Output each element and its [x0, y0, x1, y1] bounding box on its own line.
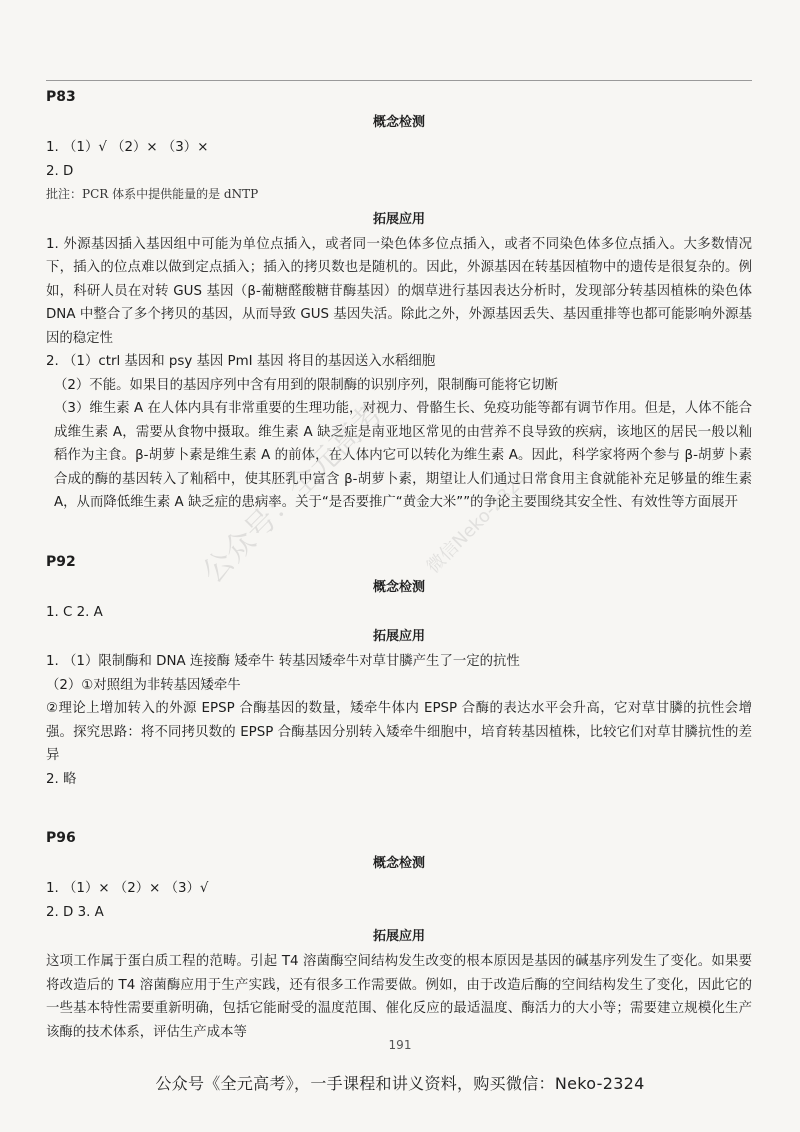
concept-answer-p96-2: 2. D 3. A	[46, 904, 104, 920]
concept-answer-p92-1: 1. C 2. A	[46, 604, 103, 620]
concept-title-p92: 概念检测	[372, 579, 425, 595]
expand-title-p83: 拓展应用	[372, 211, 425, 227]
expand-answer-p83-q1: 1. 外源基因插入基因组中可能为单位点插入，或者同一染色体多位点插入，或者不同染色体多位点插入。大多数情况下，插入的位点难以做到定点插入；插入的拷贝数也是随机的。因此，外源基因在转基因植物中的遗传是很复杂的。例如，科研人员在对转 GUS 基因（β-葡糖醛酸糖苷酶基因）的烟草进行基因表达分析时，发现部分转基因植株的染色体 DNA 中整合了多个拷贝的基因，从而导致 GUS 基因失活。除此之外，外源基因丢失、基因重排等也都可能影响外源基因的稳定性	[46, 236, 752, 346]
answer-page	[46, 84, 752, 1044]
expand-answer-p92-q1-3: ②理论上增加转入的外源 EPSP 合酶基因的数量，矮牵牛体内 EPSP 合酶的表达水平会升高，它对草甘膦的抗性会增强。探究思路：将不同拷贝数的 EPSP 合酶基因分别转入矮牵牛细胞中，培育转基因植株，比较它们对草甘膦抗性的差异	[46, 701, 752, 763]
expand-title-p92: 拓展应用	[372, 629, 425, 644]
expand-answer-p83-q2-1: 2. （1）ctrl 基因和 psy 基因 PmI 基因 将目的基因送入水稻细胞	[46, 354, 436, 369]
page-label-p96: P96	[46, 830, 76, 846]
footer-banner: 公众号《全元高考》，一手课程和讲义资料，购买微信：Neko-2324	[155, 1074, 645, 1093]
watermark-small: 微信Neko-2324	[422, 468, 533, 578]
expand-answer-p83-q2-3: （3）维生素 A 在人体内具有非常重要的生理功能，对视力、骨骼生长、免疫功能等都有调节作用。但是，人体不能合成维生素 A，需要从食物中摄取。维生素 A 缺乏症是南亚地区常见的由营养不良导致的疾病，该地区的居民一般以籼稻作为主食。β-胡萝卜素是维生素 A 的前体，在人体内它可以转化为维生素 A。因此，科学家将两个参与 β-胡萝卜素合成的酶的基因转入了籼稻中，使其胚乳中富含 β-胡萝卜素，期望让人们通过日常食用主食就能补充足够量的维生素 A，从而降低维生素 A 缺乏症的患病率。关于“是否要推广“黄金大米””的争论主要围绕其安全性、有效性等方面展开	[54, 401, 752, 510]
concept-title-p83: 概念检测	[372, 115, 425, 130]
page-label-p83: P83	[46, 89, 76, 105]
top-rule	[46, 80, 752, 81]
annotation-note: 批注：PCR 体系中提供能量的是 dNTP	[46, 187, 259, 201]
page-label-p92: P92	[46, 553, 76, 570]
section-p96	[46, 825, 752, 1044]
concept-answer-p96-1: 1. （1）× （2）× （3）√	[46, 881, 209, 896]
concept-title-p96: 概念检测	[372, 856, 425, 871]
expand-answer-p92-q2: 2. 略	[46, 771, 77, 787]
expand-title-p96: 拓展应用	[372, 929, 425, 944]
section-p92	[46, 549, 752, 792]
page-number: 191	[388, 1038, 412, 1052]
expand-answer-p92-q1-2: （2）①对照组为非转基因矮牵牛	[46, 677, 241, 693]
expand-answer-p83-q2-2: （2）不能。如果目的基因序列中含有用到的限制酶的识别序列，限制酶可能将它切断	[54, 377, 558, 393]
watermark: 公众号：全元高考	[195, 395, 391, 591]
concept-answer-p83-2: 2. D	[46, 163, 74, 179]
section-p83	[46, 84, 752, 515]
expand-answer-p92-q1-1: 1. （1）限制酶和 DNA 连接酶 矮牵牛 转基因矮牵牛对草甘膦产生了一定的抗性	[46, 654, 520, 669]
concept-answer-p83-1: 1. （1）√ （2）× （3）×	[46, 140, 209, 155]
expand-answer-p96: 这项工作属于蛋白质工程的范畴。引起 T4 溶菌酶空间结构发生改变的根本原因是基因的碱基序列发生了变化。如果要将改造后的 T4 溶菌酶应用于生产实践，还有很多工作需要做。例如，由于改造后酶的空间结构发生了变化，因此它的一些基本特性需要重新明确，包括它能耐受的温度范围、催化反应的最适温度、酶活力的大小等；需要建立规模化生产该酶的技术体系，评估生产成本等	[46, 954, 752, 1040]
